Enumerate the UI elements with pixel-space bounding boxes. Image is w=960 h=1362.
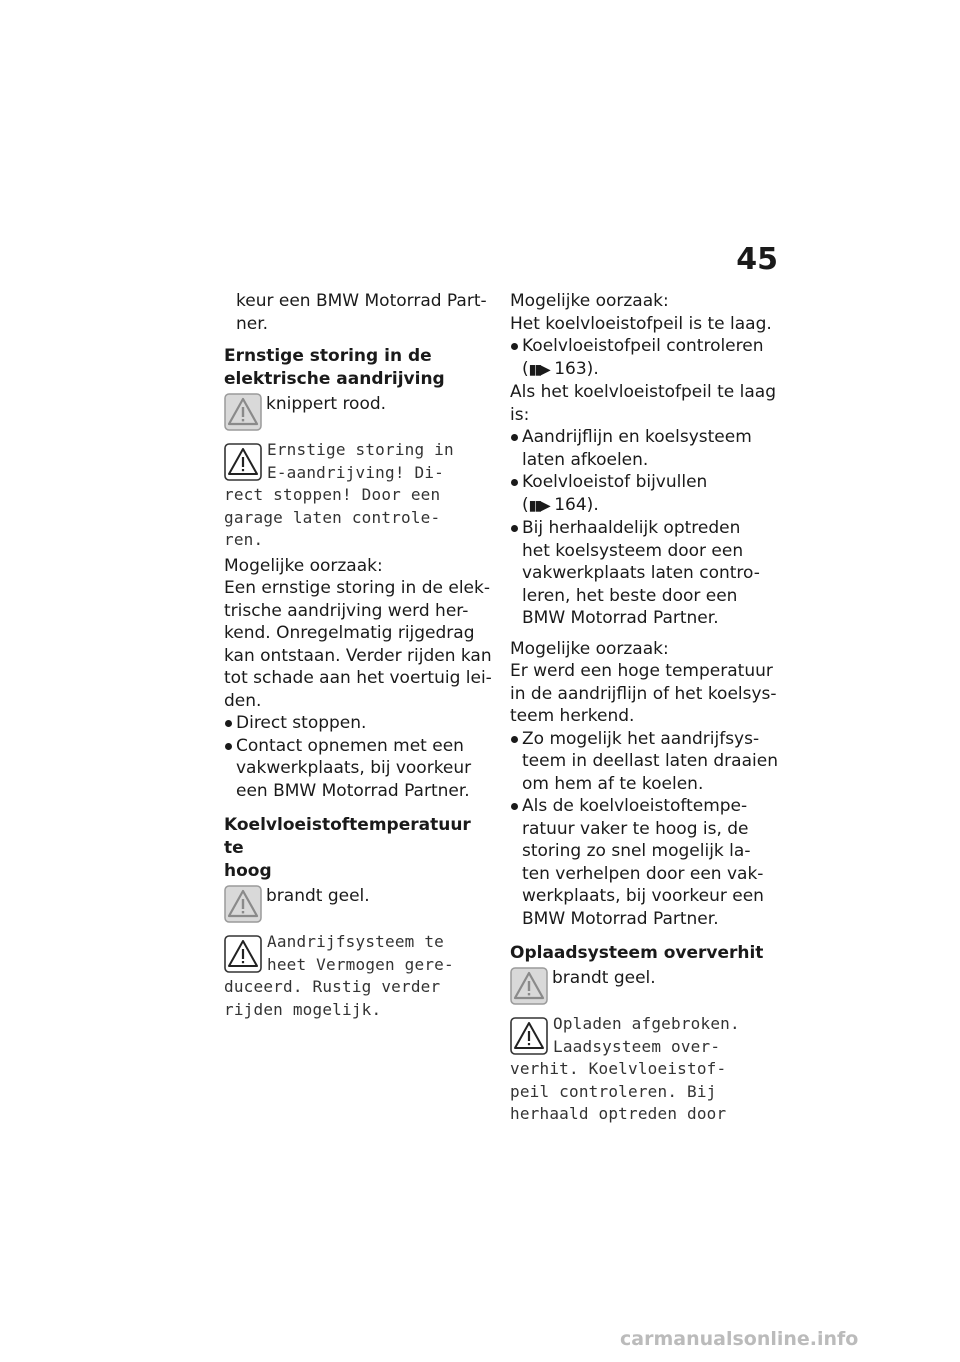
left-column (224, 290, 492, 1021)
list-item (510, 517, 778, 630)
list-item-line: om hem af te koelen. (522, 773, 704, 794)
list-item (510, 728, 778, 796)
indicator-state: brandt geel. (552, 968, 656, 988)
indicator-state: knippert rood. (266, 394, 387, 414)
section-heading-line: hoog (224, 861, 272, 881)
page-number: 45 (736, 242, 778, 277)
list-item (224, 712, 492, 735)
warning-indicator-row (510, 967, 778, 1005)
section-heading-line: Koelvloeistoftemperatuur te (224, 815, 471, 858)
intro-line: ner. (236, 313, 269, 334)
list-item (224, 735, 492, 803)
list-item-line: Contact opnemen met een (236, 735, 464, 756)
message-line: rect stoppen! Door een (224, 485, 441, 504)
list-item-line: een BMW Motorrad Partner. (236, 780, 470, 801)
list-item-line: Aandrijflijn en koelsysteem (522, 427, 752, 447)
message-line: herhaald optreden door (510, 1104, 727, 1123)
section-heading-line: elektrische aandrijving (224, 369, 445, 389)
right-column (510, 290, 778, 1126)
warning-triangle-icon (224, 443, 262, 481)
message-line: ren. (224, 530, 264, 549)
cause-line: Een ernstige storing in de elek- (224, 578, 490, 598)
cause-line: tot schade aan het voertuig lei- (224, 668, 492, 688)
message-line: Laadsysteem over- (553, 1036, 721, 1056)
list-item-line: ratuur vaker te hoog is, de (522, 818, 749, 839)
section-heading-line: Ernstige storing in de (224, 346, 432, 366)
message-line: Aandrijfsysteem te (267, 932, 444, 951)
message-line: peil controleren. Bij (510, 1081, 717, 1101)
display-message (510, 1013, 778, 1126)
list-item-line: storing zo snel mogelijk la- (522, 841, 751, 861)
list-item-line: (▮▮▶ 164). (522, 494, 599, 515)
list-item-line: BMW Motorrad Partner. (522, 608, 719, 628)
warning-indicator-row (224, 393, 492, 431)
list-item-line: Zo mogelijk het aandrijfsys- (522, 728, 760, 749)
warning-triangle-icon (224, 393, 262, 431)
section-heading: Oplaadsysteem oververhit (510, 943, 764, 963)
message-line: garage laten controle- (224, 507, 441, 527)
cause-line: kan ontstaan. Verder rijden kan (224, 645, 492, 666)
warning-triangle-icon (224, 935, 262, 973)
list-item-line: Direct stoppen. (236, 713, 367, 733)
list-item-line: werkplaats, bij voorkeur een (522, 886, 764, 906)
intro-line: keur een BMW Motorrad Part- (236, 291, 487, 311)
cause-label: Mogelijke oorzaak: (224, 555, 383, 576)
warning-indicator-row (224, 885, 492, 923)
message-line: E-aandrijving! Di- (267, 462, 444, 482)
condition-line: Als het koelvloeistofpeil te laag (510, 382, 776, 402)
list-item-line: vakwerkplaats laten contro- (522, 563, 760, 583)
list-item-line: teem in deellast laten draaien (522, 751, 778, 771)
cause-line: in de aandrijflijn of het koelsys- (510, 683, 777, 704)
cause-line: Er werd een hoge temperatuur (510, 661, 773, 681)
page-reference[interactable]: 163). (554, 358, 599, 379)
message-line: heet Vermogen gere- (267, 954, 454, 974)
list-item-line: Koelvloeistofpeil controleren (522, 336, 764, 356)
list-item-line: het koelsysteem door een (522, 540, 744, 561)
page-reference[interactable]: 164). (554, 494, 599, 515)
display-message (224, 439, 492, 552)
condition-line: is: (510, 404, 530, 425)
list-item-line: Koelvloeistof bijvullen (522, 472, 708, 492)
cause-line: kend. Onregelmatig rijgedrag (224, 623, 475, 643)
warning-triangle-icon (510, 967, 548, 1005)
list-item-line: Bij herhaaldelijk optreden (522, 518, 741, 538)
message-line: Opladen afgebroken. (553, 1014, 740, 1033)
warning-triangle-icon (224, 885, 262, 923)
message-line: verhit. Koelvloeistof- (510, 1059, 727, 1078)
page-reference-arrow-icon: ▮▮▶ (528, 361, 549, 378)
list-item (510, 335, 778, 381)
display-message (224, 931, 492, 1021)
cause-line: teem herkend. (510, 706, 635, 726)
cause-label: Mogelijke oorzaak: (510, 638, 669, 659)
list-item-line: leren, het beste door een (522, 585, 738, 606)
message-line: Ernstige storing in (267, 440, 454, 459)
page-reference-arrow-icon: ▮▮▶ (528, 497, 549, 514)
list-item-line: ten verhelpen door een vak- (522, 863, 764, 884)
cause-label: Mogelijke oorzaak: (510, 291, 669, 311)
cause-line: trische aandrijving werd her- (224, 600, 469, 621)
indicator-state: brandt geel. (266, 886, 370, 906)
list-item (510, 795, 778, 930)
message-line: duceerd. Rustig verder (224, 977, 441, 996)
list-item-line: vakwerkplaats, bij voorkeur (236, 758, 472, 778)
list-item-line: laten afkoelen. (522, 449, 649, 470)
list-item (510, 426, 778, 471)
warning-triangle-icon (510, 1017, 548, 1055)
message-line: rijden mogelijk. (224, 999, 382, 1019)
list-item-line: Als de koelvloeistoftempe- (522, 796, 748, 816)
watermark-footer[interactable]: carmanualsonline.info (620, 1328, 859, 1350)
cause-line: den. (224, 690, 262, 711)
list-item-line: (▮▮▶ 163). (522, 358, 599, 379)
cause-text: Het koelvloeistofpeil is te laag. (510, 313, 772, 334)
list-item-line: BMW Motorrad Partner. (522, 908, 719, 929)
list-item (510, 471, 778, 517)
